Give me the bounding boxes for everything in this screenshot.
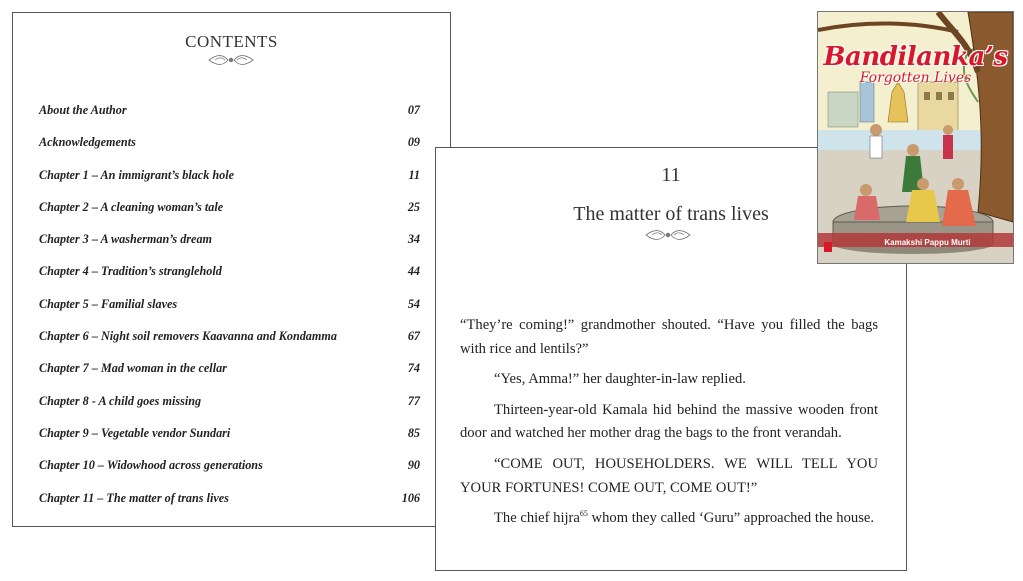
toc-entry-page: 90 [407,458,420,473]
toc-entry [39,329,420,361]
toc-entry-label: Chapter 9 – Vegetable vendor Sundari [39,425,231,440]
toc-entry-page: 74 [407,361,420,376]
toc-entry-label: Chapter 5 – Familial slaves [39,296,178,311]
body-paragraph [460,507,878,531]
toc-entry-label: Chapter 11 – The matter of trans lives [39,490,229,505]
body-paragraph: “COME OUT, HOUSEHOLDERS. WE WILL TELL YOU YOUR FORTUNES! COME OUT, COME OUT!” [460,455,878,496]
toc-entry [39,168,420,200]
chapter-body [460,314,878,538]
toc-entry [39,297,420,329]
contents-list [39,103,420,523]
contents-title: CONTENTS [185,32,278,51]
toc-entry-label: About the Author [39,103,127,117]
toc-entry-page: 34 [407,232,420,247]
toc-entry [39,200,420,232]
toc-entry [39,458,420,490]
toc-entry-label: Chapter 8 - A child goes missing [39,393,202,408]
body-paragraph: Thirteen-year-old Kamala hid behind the massive wooden front door and watched her mother drag the bags to the front verandah. [460,401,878,442]
toc-entry-label: Chapter 3 – A washerman’s dream [39,232,213,247]
toc-entry [39,264,420,296]
toc-entry-label: Chapter 4 – Tradition’s stranglehold [39,264,222,279]
toc-entry [39,103,420,135]
body-paragraph: “Yes, Amma!” her daughter-in-law replied. [494,371,746,388]
toc-entry [39,232,420,264]
toc-entry [39,394,420,426]
toc-entry-page: 25 [407,199,420,214]
toc-entry [39,135,420,167]
toc-entry [39,426,420,458]
toc-entry-page: 54 [407,296,420,311]
chapter-number: 11 [661,164,681,186]
toc-entry-page: 09 [407,135,420,150]
toc-entry-label: Chapter 1 – An immigrant’s black hole [39,167,235,182]
toc-entry-page: 11 [408,167,420,182]
toc-entry-page: 44 [407,264,420,279]
cover-title: Bandilanka’s [823,42,1008,72]
ornament-icon [644,228,692,242]
toc-entry-label: Chapter 2 – A cleaning woman’s tale [39,199,224,214]
toc-entry-page: 77 [407,393,420,408]
toc-entry-page: 85 [407,425,420,440]
toc-entry-page: 106 [401,490,420,505]
ornament-icon [207,53,255,67]
toc-entry-page: 67 [407,329,420,344]
toc-entry [39,361,420,393]
cover-subtitle: Forgotten Lives [859,70,972,86]
cover-author: Kamakshi Pappu Murti [884,238,971,247]
book-cover [817,11,1014,264]
toc-entry-page: 07 [407,103,420,117]
chapter-title: The matter of trans lives [573,203,769,225]
contents-page [12,12,451,527]
toc-entry [39,491,420,523]
toc-entry-label: Acknowledgements [39,135,136,150]
paragraph-text: The chief hijra [494,510,580,527]
toc-entry-label: Chapter 10 – Widowhood across generations [39,458,263,473]
paragraph-text: whom they called ‘Guru” approached the house. [587,510,875,527]
toc-entry-label: Chapter 7 – Mad woman in the cellar [39,361,227,376]
body-paragraph: “They’re coming!” grandmother shouted. “Have you filled the bags with rice and lentils?” [460,317,878,357]
footnote-marker: 65 [579,509,588,519]
toc-entry-label: Chapter 6 – Night soil removers Kaavanna and Kondamma [39,329,337,344]
